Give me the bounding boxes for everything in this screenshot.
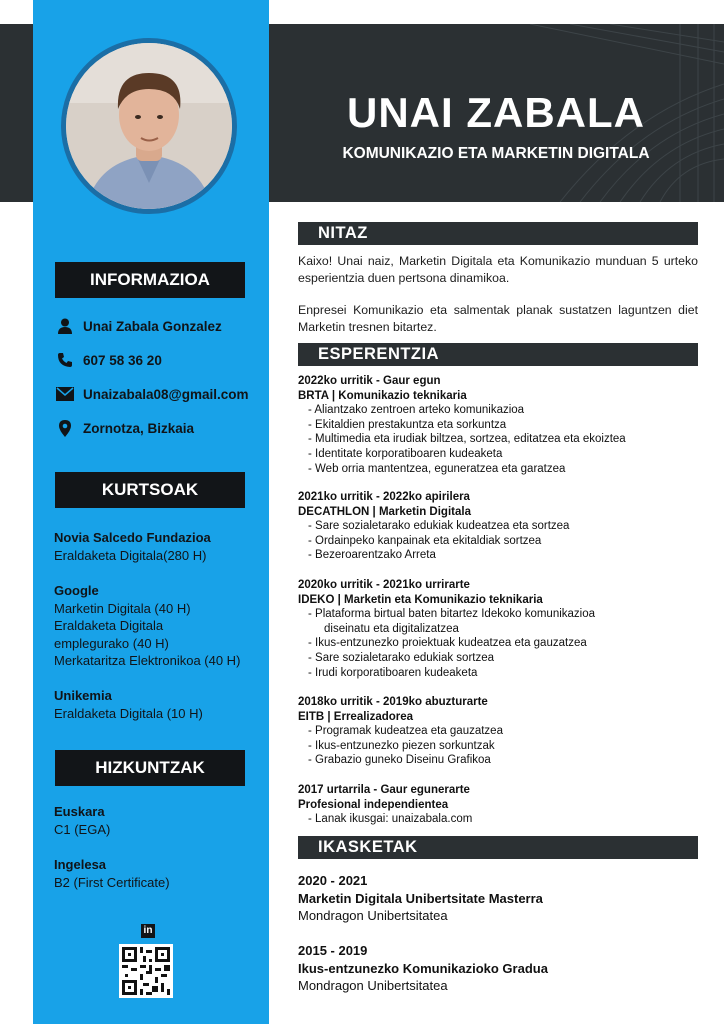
location-icon	[55, 418, 75, 438]
profile-photo	[61, 38, 237, 214]
user-icon	[55, 316, 75, 336]
course-item: Google Marketin Digitala (40 H) Eraldaketa Digitala emplegurako (40 H) Merkataritza Elektronikoa (40 H)	[54, 583, 241, 668]
contact-name: Unai Zabala Gonzalez	[55, 316, 222, 336]
experience-heading: ESPERENTZIA	[298, 343, 698, 366]
sidebar	[33, 0, 269, 1024]
info-heading: INFORMAZIOA	[55, 262, 245, 298]
about-heading: NITAZ	[298, 222, 698, 245]
email-icon	[55, 384, 75, 404]
contact-phone[interactable]: 607 58 36 20	[55, 350, 162, 370]
person-name: UNAI ZABALA	[347, 89, 645, 136]
languages-heading: HIZKUNTZAK	[55, 750, 245, 786]
education-item: 2015 - 2019 Ikus-entzunezko Komunikazioko Gradua Mondragon Unibertsitatea	[298, 943, 548, 993]
about-paragraph: Kaixo! Unai naiz, Marketin Digitala eta Komunikazio munduan 5 urteko esperientzia duen pertsona dinamikoa.	[298, 254, 698, 285]
experience-item: 2022ko urritik - Gaur egun BRTA | Komunikazio teknikaria - Aliantzako zentroen arteko komunikazioa - Ekitaldien prestakuntza eta sorkuntza - Multimedia eta irudiak biltzea, sortzea, editatzea eta ekoiztea - Identitate korporatiboaren kudeaketa - Web orria mantentzea, eguneratzea eta garatzea	[298, 375, 626, 475]
experience-item: 2017 urtarrila - Gaur egunerarte Profesional independientea - Lanak ikusgai: unaizabala.com	[298, 784, 473, 826]
experience-item: 2020ko urritik - 2021ko urrirarte IDEKO | Marketin eta Komunikazio teknikaria - Plataforma birtual baten bitartez Idekoko komunikazioa diseinatu eta digitalizatzea - Ikus-entzunezko proiektuak kudeatzea eta gauzatzea - Sare sozialetarako edukiak sortzea - Irudi korporatiboaren kudeaketa	[298, 579, 596, 679]
education-item: 2020 - 2021 Marketin Digitala Unibertsitate Masterra Mondragon Unibertsitatea	[298, 873, 543, 923]
experience-item: 2021ko urritik - 2022ko apirilera DECATHLON | Marketin Digitala - Sare sozialetarako edukiak kudeatzea eta sortzea - Ordainpeko kanpainak eta ekitaldiak sortzea - Bezeroarentzako Arreta	[298, 491, 570, 562]
experience-item: 2018ko urritik - 2019ko abuzturarte EITB | Errealizadorea - Programak kudeatzea eta gauzatzea - Ikus-entzunezko piezen sorkuntzak - Grabazio guneko Diseinu Grafikoa	[298, 696, 503, 767]
courses-heading: KURTSOAK	[55, 472, 245, 508]
qr-code[interactable]	[119, 944, 173, 998]
course-item: Unikemia Eraldaketa Digitala (10 H)	[54, 688, 203, 721]
phone-icon	[55, 350, 75, 370]
social-area	[119, 924, 175, 998]
job-title: KOMUNIKAZIO ETA MARKETIN DIGITALA	[342, 145, 650, 162]
course-item: Novia Salcedo Fundazioa Eraldaketa Digitala(280 H)	[54, 530, 211, 563]
language-item: Ingelesa B2 (First Certificate)	[54, 857, 170, 890]
contact-email[interactable]: Unaizabala08@gmail.com	[55, 384, 248, 404]
language-item: Euskara C1 (EGA)	[54, 804, 111, 837]
education-heading: IKASKETAK	[298, 836, 698, 859]
contact-location: Zornotza, Bizkaia	[55, 418, 194, 438]
linkedin-icon[interactable]: in	[141, 924, 155, 938]
about-paragraph: Enpresei Komunikazio eta salmentak planak sustatzen laguntzen diet Marketin tresnen bitartez.	[298, 303, 698, 334]
